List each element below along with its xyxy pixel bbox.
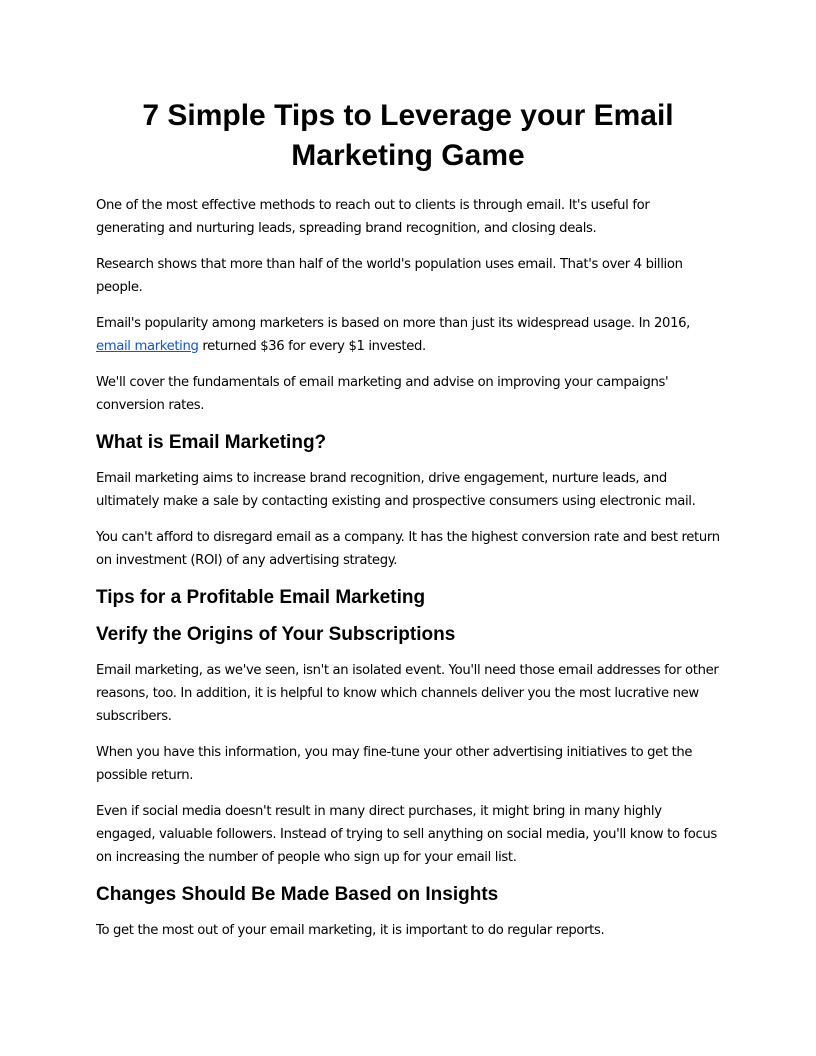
section-heading-verify: Verify the Origins of Your Subscriptions [96,624,456,645]
section-heading-changes: Changes Should Be Made Based on Insights [96,884,499,905]
document-page [96,96,720,955]
verify-paragraph-2: When you have this information, you may fine-tune your other advertising initiatives to get the possible return. [96,745,693,783]
intro-paragraph-4: We'll cover the fundamentals of email marketing and advise on improving your campaigns' conversion rates. [96,375,669,413]
what-is-paragraph-2: You can't afford to disregard email as a company. It has the highest conversion rate and best return on investment (ROI) of any advertising strategy. [96,530,720,568]
document-title: 7 Simple Tips to Leverage your Email Marketing Game [142,99,674,172]
intro-paragraph-3 [96,312,720,358]
email-marketing-link[interactable]: email marketing [96,339,199,354]
intro-paragraph-1: One of the most effective methods to reach out to clients is through email. It's useful for generating and nurturing leads, spreading brand recognition, and closing deals. [96,198,650,236]
what-is-paragraph-1: Email marketing aims to increase brand recognition, drive engagement, nurture leads, and ultimately make a sale by contacting existing and prospective consumers using electronic mail. [96,471,696,509]
intro-paragraph-3-text-after: returned $36 for every $1 invested. [198,339,426,354]
verify-paragraph-1: Email marketing, as we've seen, isn't an isolated event. You'll need those email addresses for other reasons, too. In addition, it is helpful to know which channels deliver you the most lucrative new subscribers. [96,663,719,724]
intro-paragraph-3-text-before: Email's popularity among marketers is based on more than just its widespread usage. In 2016, [96,316,691,331]
section-heading-tips: Tips for a Profitable Email Marketing [96,587,426,608]
section-heading-what-is: What is Email Marketing? [96,432,327,453]
verify-paragraph-3: Even if social media doesn't result in many direct purchases, it might bring in many highly engaged, valuable followers. Instead of trying to sell anything on social media, you'll know to focus on increasing the number of people who sign up for your email list. [96,804,717,865]
intro-paragraph-2: Research shows that more than half of the world's population uses email. That's over 4 billion people. [96,257,683,295]
changes-paragraph-1: To get the most out of your email marketing, it is important to do regular reports. [96,923,605,938]
